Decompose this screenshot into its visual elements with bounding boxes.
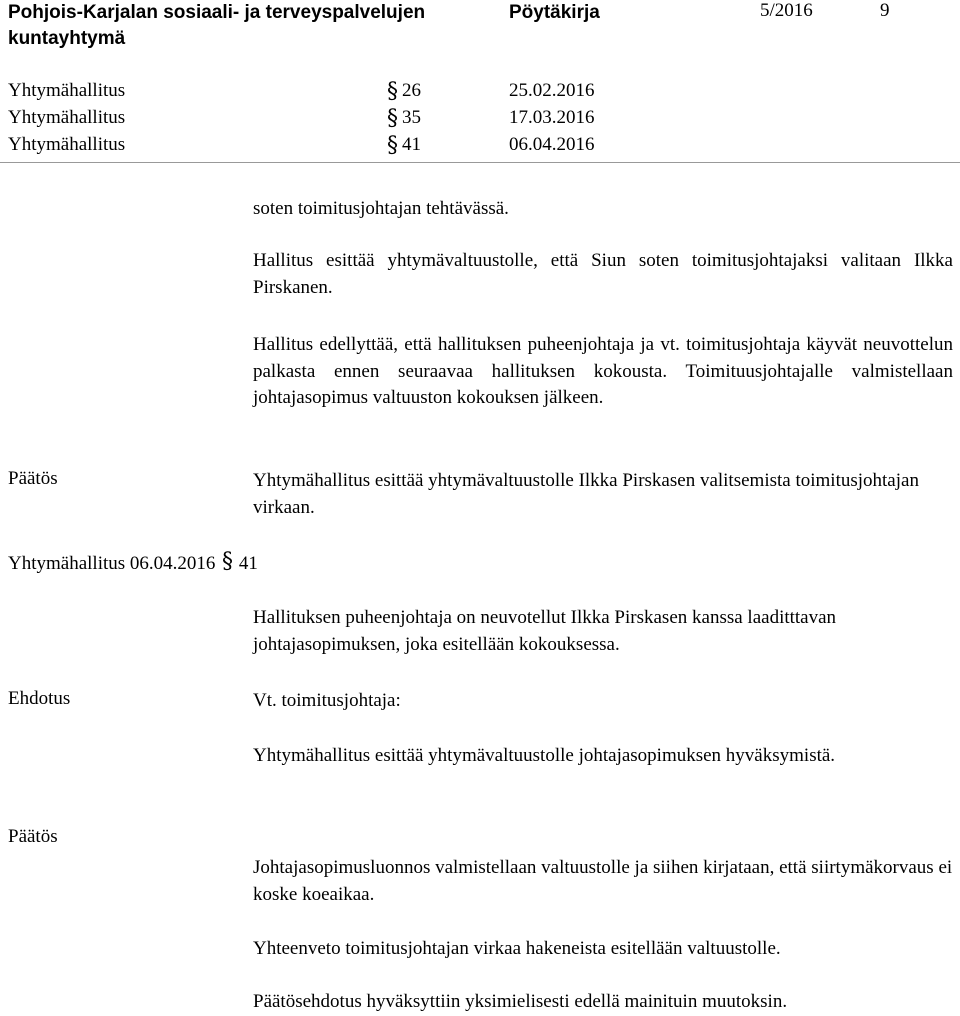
label-decision: Päätös [8, 826, 58, 847]
meeting-date: 06.04.2016 [509, 134, 595, 155]
meeting-body: Yhtymähallitus [8, 134, 126, 155]
section-sign-icon [220, 550, 234, 572]
organization-name-line1: Pohjois-Karjalan sosiaali- ja terveyspalvelujen [8, 2, 426, 23]
paragraph-proposer: Vt. toimitusjohtaja: [253, 690, 401, 711]
paragraph-negotiation: Hallituksen puheenjohtaja on neuvotellut Ilkka Pirskasen kanssa laaditttavan johtajasopimuksen, joka esitellään kokouksessa. [253, 607, 837, 655]
paragraph-continuation: soten toimitusjohtajan tehtävässä. [253, 198, 509, 219]
svg-text:§: § [387, 107, 398, 129]
meeting-date: 17.03.2016 [509, 107, 595, 128]
paragraph-board-proposal: Hallitus esittää yhtymävaltuustolle, että Siun soten toimitusjohtajaksi valitaan Ilkka Pirskanen. [253, 250, 953, 298]
paragraph-decision-accepted: Päätösehdotus hyväksyttiin yksimielisesti edellä mainituin muutoksin. [253, 991, 788, 1012]
svg-text:§: § [387, 80, 398, 102]
section-sign-icon [385, 107, 399, 132]
label-decision: Päätös [8, 468, 58, 489]
document-type: Pöytäkirja [509, 2, 600, 23]
section-heading-body-date: Yhtymähallitus 06.04.2016 [8, 553, 216, 574]
meeting-section: 26 [402, 80, 421, 101]
document-number: 5/2016 [760, 0, 813, 21]
meeting-body: Yhtymähallitus [8, 107, 126, 128]
paragraph-proposal: Yhtymähallitus esittää yhtymävaltuustolle johtajasopimuksen hyväksymistä. [253, 745, 836, 766]
svg-text:§: § [387, 134, 398, 156]
paragraph-summary: Yhteenveto toimitusjohtajan virkaa hakeneista esitellään valtuustolle. [253, 938, 781, 959]
page-number: 9 [880, 0, 890, 21]
meeting-section: 35 [402, 107, 421, 128]
svg-text:§: § [222, 550, 234, 572]
section-sign-icon [385, 134, 399, 159]
header-divider [0, 162, 960, 163]
section-heading-number: 41 [238, 553, 258, 574]
label-proposal: Ehdotus [8, 688, 71, 709]
organization-name-line2: kuntayhtymä [8, 28, 126, 49]
paragraph-board-requirement: Hallitus edellyttää, että hallituksen puheenjohtaja ja vt. toimitusjohtaja käyvät neuvottelun palkasta ennen seuraavaa hallituksen kokousta. Toimituusjohtajalle valmistellaan johtajasopimus valtuuston kokouksen jälkeen. [253, 334, 953, 408]
section-heading [8, 550, 258, 575]
meeting-section: 41 [402, 134, 421, 155]
paragraph-decision-draft: Johtajasopimusluonnos valmistellaan valtuustolle ja siihen kirjataan, että siirtymäkorvaus ei koske koeaikaa. [253, 857, 953, 905]
section-sign-icon [385, 80, 399, 105]
meeting-date: 25.02.2016 [509, 80, 595, 101]
meeting-body: Yhtymähallitus [8, 80, 126, 101]
paragraph-decision-1: Yhtymähallitus esittää yhtymävaltuustolle Ilkka Pirskasen valitsemista toimitusjohtajan virkaan. [253, 470, 919, 518]
